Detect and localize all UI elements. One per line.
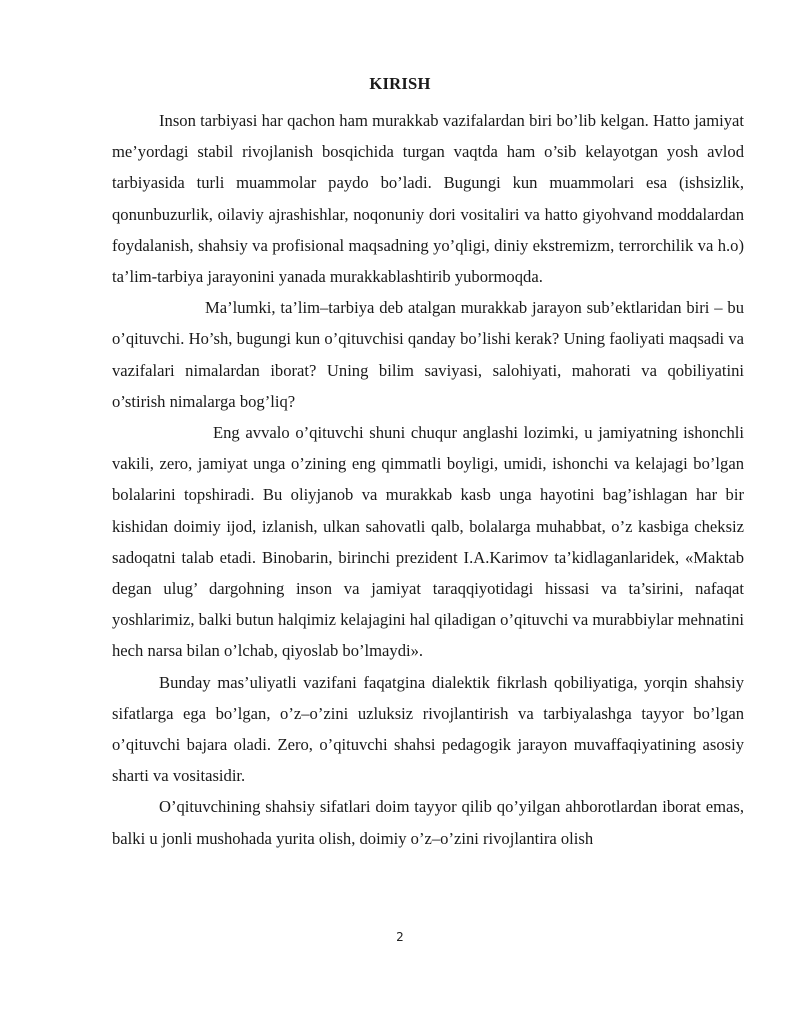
paragraph-2: Ma’lumki, ta’lim–tarbiya deb atalgan murakkab jarayon sub’ektlaridan biri – bu o’qituvchi. Ho’sh, bugungi kun o’qituvchisi qanday bo’lishi kerak? Uning faoliyati maqsadi va vazifalari nimalardan iborat? Uning bilim saviyasi, salohiyati, mahorati va qobiliyatini o’stirish nimalarga bog’liq? — [112, 298, 744, 411]
page-number: 2 — [396, 930, 404, 944]
paragraph-5: O’qituvchining shahsiy sifatlari doim tayyor qilib qo’yilgan ahborotlardan iborat emas, balki u jonli mushohada yurita olish, doimiy o’z–o’zini rivojlantira olish — [112, 797, 744, 848]
document-body — [112, 105, 744, 854]
paragraph-1: Inson tarbiyasi har qachon ham murakkab vazifalardan biri bo’lib kelgan. Hatto jamiyat me’yordagi stabil rivojlanish bosqichida turgan vaqtda ham o’sib kelayotgan yosh avlod tarbiyasida turli muammolar paydo bo’ladi. Bugungi kun muammolari esa (ishsizlik, qonunbuzurlik, oilaviy ajrashishlar, noqonuniy dori vositaliri va hatto giyohvand moddalardan foydalanish, shahsiy va profisional maqsadning yo’qligi, diniy ekstremizm, terrorchilik va h.o) ta’lim-tarbiya jarayonini yanada murakkablashtirib yubormoqda. — [112, 111, 744, 287]
paragraph-4: Bunday mas’uliyatli vazifani faqatgina dialektik fikrlash qobiliyatiga, yorqin shahsiy sifatlarga ega bo’lgan, o’z–o’zini uzluksiz rivojlantirish va tarbiyalashga tayyor bo’lgan o’qituvchi bajara oladi. Zero, o’qituvchi shahsi pedagogik jarayon muvaffaqiyatining asosiy sharti va vositasidir. — [112, 672, 744, 786]
page-title: KIRISH — [369, 74, 431, 93]
paragraph-3: Eng avvalo o’qituvchi shuni chuqur anglashi lozimki, u jamiyatning ishonchli vakili, zero, jamiyat unga o’zining eng qimmatli boyligi, umidi, ishonchi va kelajagi bo’lgan bolalarini topshiradi. Bu oliyjanob va murakkab kasb unga hayotini bag’ishlagan har bir kishidan doimiy ijod, izlanish, ulkan sahovatli qalb, bolalarga muhabbat, o’z kasbiga cheksiz sadoqatni talab etadi. Binobarin, birinchi prezident I.A.Karimov ta’kidlaganlaridek, «Maktab degan ulug’ dargohning inson va jamiyat taraqqiyotidagi hissasi va ta’sirini, nafaqat yoshlarimiz, balki butun halqimiz kelajagini hal qiladigan o’qituvchi va murabbiylar mehnatini hech narsa bilan o’lchab, qiyoslab bo’lmaydi». — [112, 423, 744, 661]
